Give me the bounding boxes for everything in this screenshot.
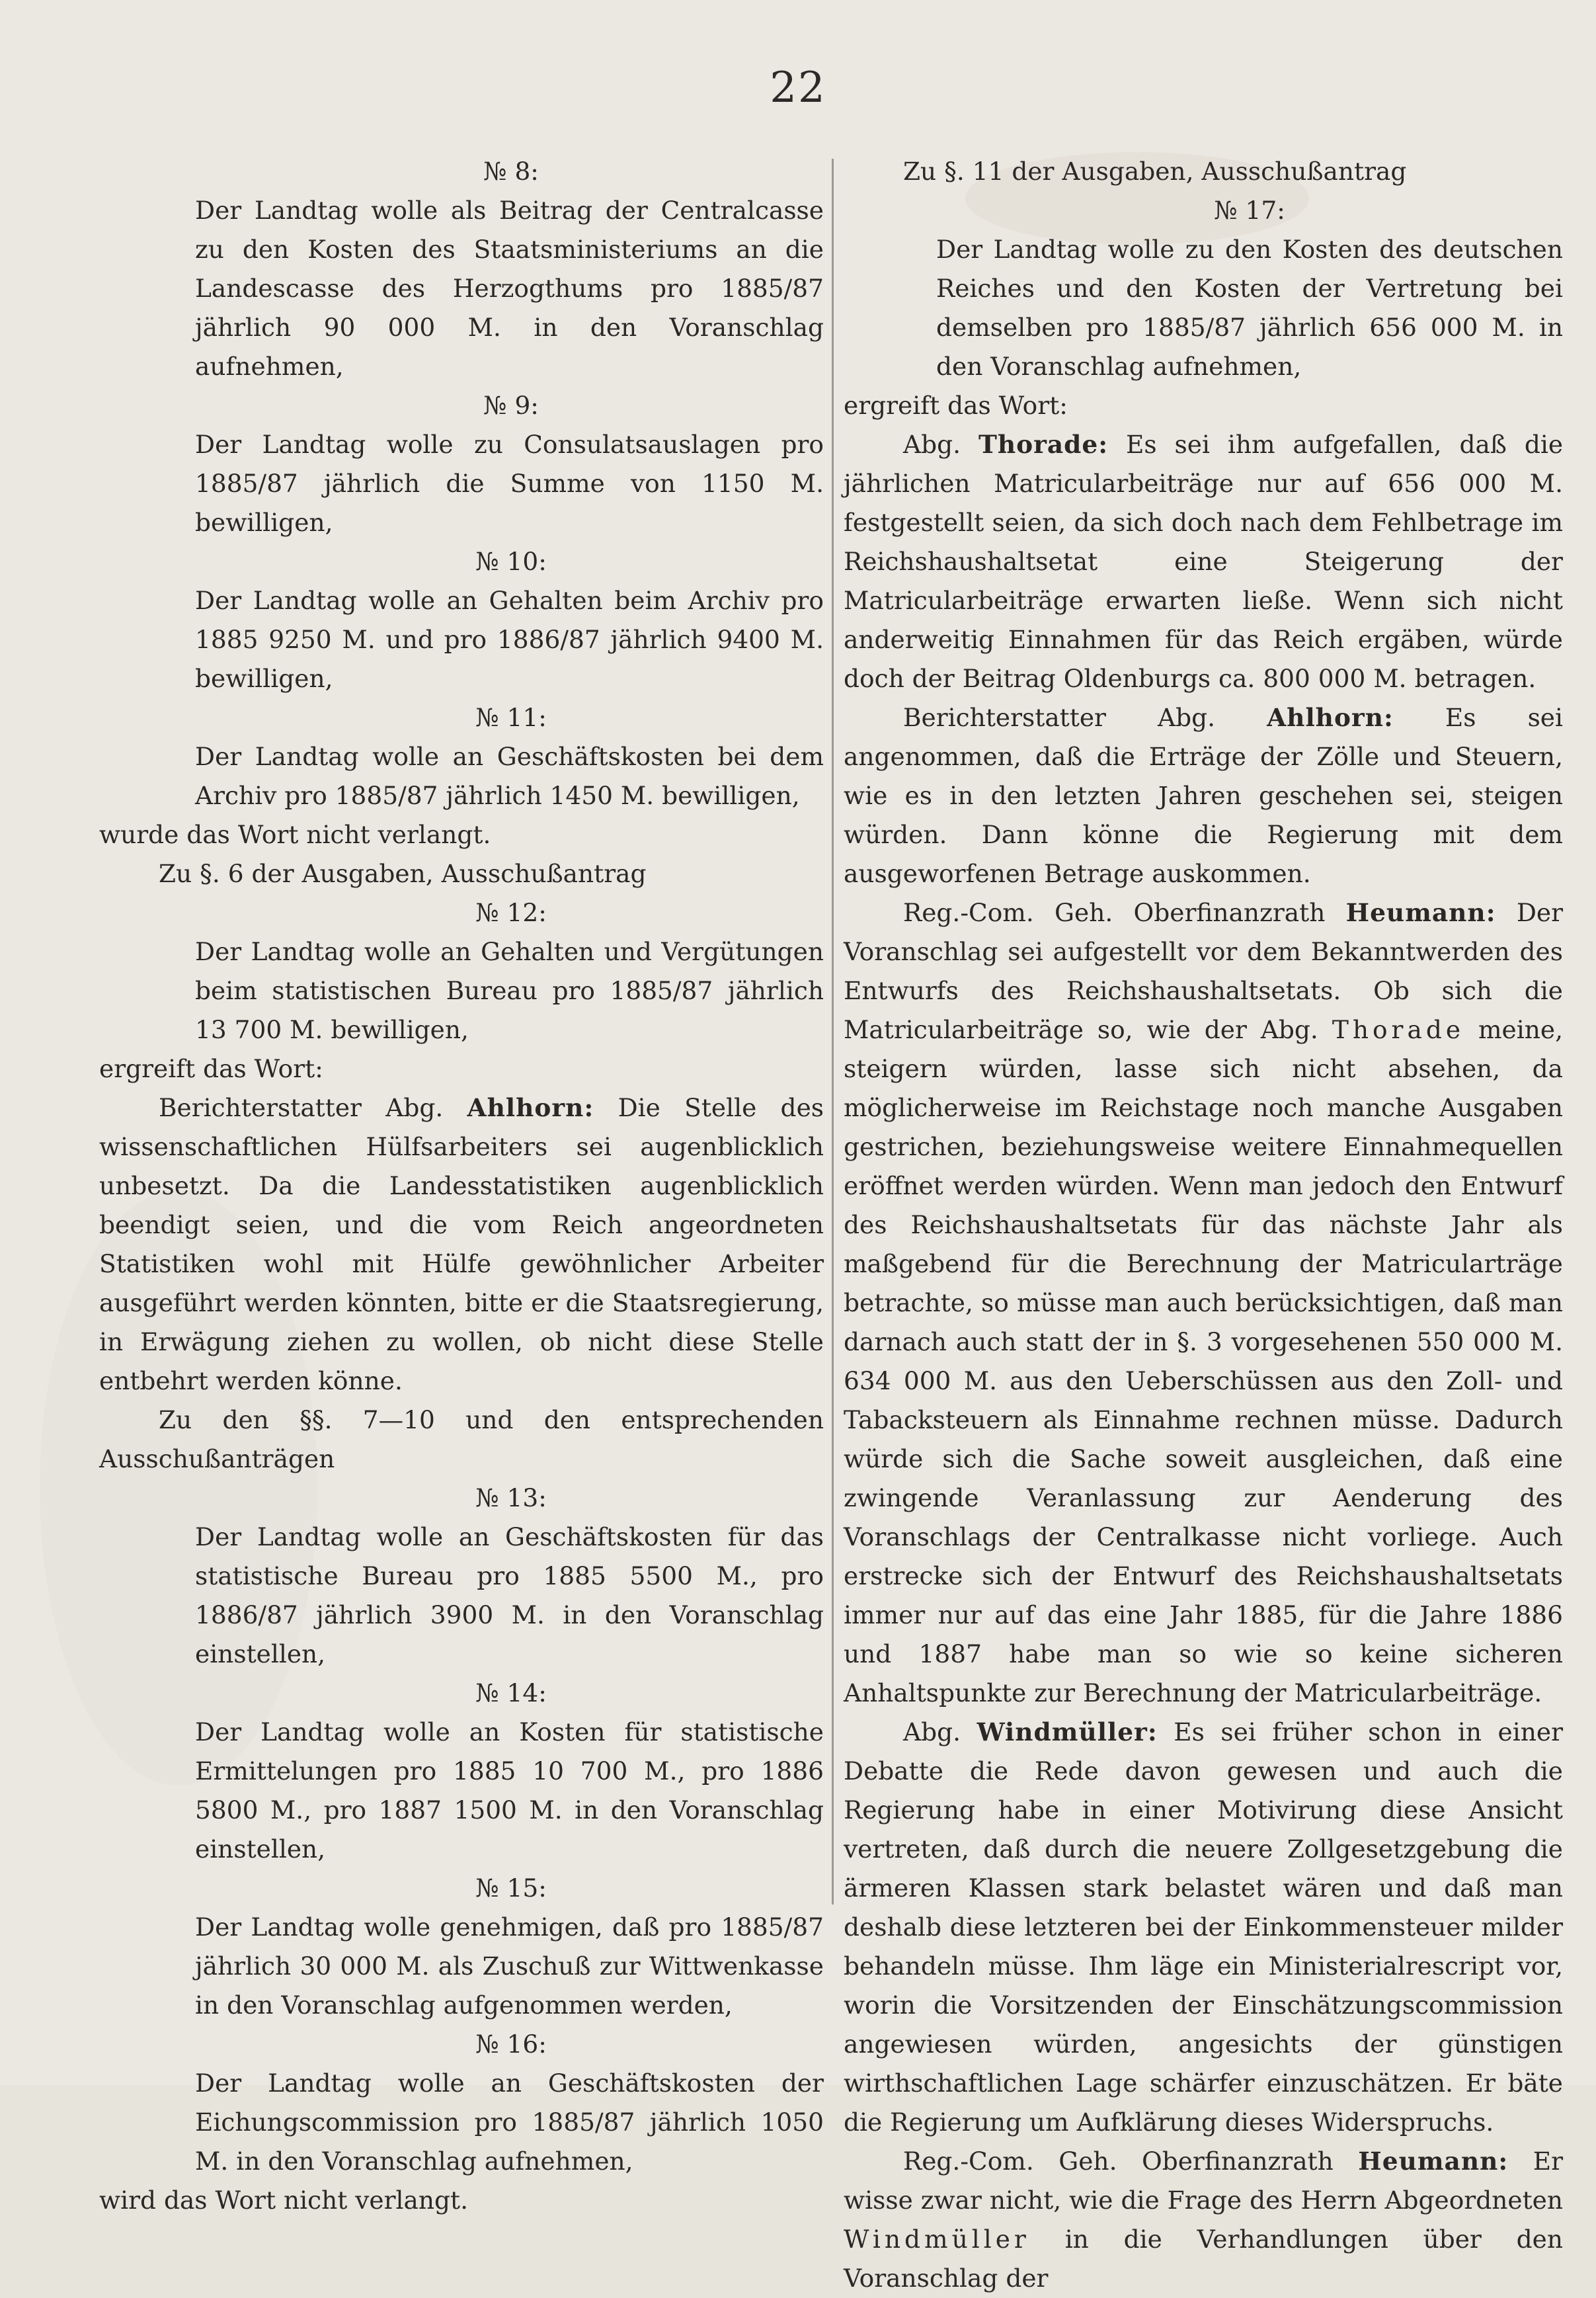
- motion-text-13: Der Landtag wolle an Geschäftskosten für das statistische Bureau pro 1885 5500 M., pro 1886/87 jährlich 3900 M. in den Voranschlag einstellen,: [195, 1522, 824, 1668]
- speech-paragraph: [844, 2142, 1563, 2298]
- speaker-role: Berichterstatter Abg.: [159, 1093, 444, 1122]
- motion-number-11: № 11:: [475, 703, 547, 732]
- page-number: 22: [770, 63, 826, 112]
- procedural-note: wurde das Wort nicht verlangt.: [99, 820, 491, 849]
- speech-text: Es sei früher schon in einer Debatte die Rede davon gewesen und auch die Regierung habe in einer Motivirung diese Ansicht vertreten, daß durch die neuere Zollgesetzgebung die ärmeren Klassen stark belastet wären und daß man deshalb diese letzteren bei der Einkommensteuer milder behandeln müsse. Ihm läge ein Ministerialrescript vor, worin die Vorsitzenden der Einschätzungscommission angewiesen würden, angesichts der günstigen wirthschaftlichen Lage schärfer einzuschätzen. Er bäte die Regierung um Aufklärung dieses Widerspruchs.: [844, 1717, 1564, 2137]
- speaker-role: Reg.-Com. Geh. Oberfinanzrath: [903, 2147, 1334, 2176]
- left-column: [99, 152, 824, 2220]
- speaker-name: Ahlhorn:: [467, 1093, 594, 1122]
- speaker-name: Heumann:: [1345, 898, 1496, 927]
- motion-number-13: № 13:: [475, 1483, 547, 1512]
- motion-number-10: № 10:: [475, 547, 547, 576]
- spaced-name: Thorade: [1332, 1015, 1465, 1044]
- speech-text: Er wisse zwar nicht, wie die Frage des Herrn Abgeordneten: [844, 2147, 1564, 2215]
- section-heading-7-10: Zu den §§. 7—10 und den entsprechenden Ausschußanträgen: [99, 1405, 824, 1473]
- right-column: [844, 152, 1563, 2298]
- motion-text-9: Der Landtag wolle zu Consulatsauslagen pro 1885/87 jährlich die Summe von 1150 M. bewilligen,: [195, 430, 824, 537]
- procedural-note: wird das Wort nicht verlangt.: [99, 2186, 469, 2215]
- speaker-name: Windmüller:: [977, 1717, 1158, 1746]
- motion-text-11: Der Landtag wolle an Geschäftskosten bei dem Archiv pro 1885/87 jährlich 1450 M. bewilligen,: [195, 742, 824, 810]
- speech-paragraph: [844, 1713, 1563, 2142]
- speaker-role: Berichterstatter Abg.: [903, 703, 1216, 732]
- speaker-role: Abg.: [903, 430, 961, 459]
- procedural-note: ergreift das Wort:: [844, 391, 1068, 420]
- speech-text: Es sei angenommen, daß die Erträge der Zölle und Steuern, wie es in den letzten Jahren geschehen sei, steigen würden. Dann könne die Regierung mit dem ausgeworfenen Betrage auskommen.: [844, 703, 1563, 888]
- speaker-role: Abg.: [903, 1717, 961, 1746]
- speaker-name: Ahlhorn:: [1267, 703, 1394, 732]
- motion-number-14: № 14:: [475, 1678, 547, 1707]
- motion-number-8: № 8:: [483, 157, 539, 186]
- motion-number-9: № 9:: [483, 391, 539, 420]
- section-heading-6: Zu §. 6 der Ausgaben, Ausschußantrag: [159, 859, 647, 888]
- motion-number-16: № 16:: [475, 2030, 547, 2059]
- motion-text-8: Der Landtag wolle als Beitrag der Centralcasse zu den Kosten des Staatsministeriums an die Landescasse des Herzogthums pro 1885/87 jährlich 90 000 M. in den Voranschlag aufnehmen,: [195, 196, 824, 381]
- motion-text-17: Der Landtag wolle zu den Kosten des deutschen Reiches und den Kosten der Vertretung bei demselben pro 1885/87 jährlich 656 000 M. in den Voranschlag aufnehmen,: [936, 235, 1563, 381]
- motion-text-14: Der Landtag wolle an Kosten für statistische Ermittelungen pro 1885 10 700 M., pro 1886 5800 M., pro 1887 1500 M. in den Voranschlag einstellen,: [195, 1717, 824, 1864]
- speech-text: Die Stelle des wissenschaftlichen Hülfsarbeiters sei augenblicklich unbesetzt. Da die Landesstatistiken augenblicklich beendigt seien, und die vom Reich angeordneten Statistiken wohl mit Hülfe gewöhnlicher Arbeiter ausgeführt werden könnten, bitte er die Staatsregierung, in Erwägung ziehen zu wollen, ob nicht diese Stelle entbehrt werden könne.: [99, 1093, 824, 1395]
- procedural-note: ergreift das Wort:: [99, 1054, 323, 1083]
- speech-text: Es sei ihm aufgefallen, daß die jährlichen Matricularbeiträge nur auf 656 000 M. festgestellt seien, da sich doch nach dem Fehlbetrage im Reichshaushaltsetat eine Steigerung der Matricularbeiträge erwarten ließe. Wenn sich nicht anderweitig Einnahmen für das Reich ergäben, würde doch der Beitrag Oldenburgs ca. 800 000 M. betragen.: [844, 430, 1564, 693]
- motion-text-16: Der Landtag wolle an Geschäftskosten der Eichungscommission pro 1885/87 jährlich 1050 M. in den Voranschlag aufnehmen,: [195, 2069, 824, 2176]
- speech-paragraph: [99, 1088, 824, 1401]
- motion-text-15: Der Landtag wolle genehmigen, daß pro 1885/87 jährlich 30 000 M. als Zuschuß zur Wittwenkasse in den Voranschlag aufgenommen werden,: [195, 1912, 824, 2020]
- section-heading-11: Zu §. 11 der Ausgaben, Ausschußantrag: [903, 157, 1407, 186]
- motion-text-12: Der Landtag wolle an Gehalten und Vergütungen beim statistischen Bureau pro 1885/87 jährlich 13 700 M. bewilligen,: [195, 937, 824, 1044]
- speaker-name: Heumann:: [1358, 2147, 1509, 2176]
- motion-number-15: № 15:: [475, 1873, 547, 1903]
- speech-paragraph: [844, 698, 1563, 893]
- speech-paragraph: [844, 893, 1563, 1713]
- speech-paragraph: [844, 425, 1563, 698]
- spaced-name: Windmüller: [844, 2225, 1030, 2254]
- speaker-name: Thorade:: [978, 430, 1109, 459]
- motion-number-17: № 17:: [1214, 196, 1285, 225]
- motion-number-12: № 12:: [475, 898, 547, 927]
- speech-text: in die Verhandlungen über den Voranschlag der: [844, 2225, 1563, 2293]
- speech-text: Der Voranschlag sei aufgestellt vor dem Bekanntwerden des Entwurfs des Reichshaushaltsetats. Ob sich die Matricularbeiträge so, wie der Abg.: [844, 898, 1564, 1044]
- speech-text: meine, steigern würden, lasse sich nicht absehen, da möglicherweise im Reichstage noch manche Ausgaben gestrichen, beziehungsweise weitere Einnahmequellen eröffnet werden würden. Wenn man jedoch den Entwurf des Reichshaushaltsetats für das nächste Jahr als maßgebend für die Berechnung der Matricularträge betrachte, so müsse man auch berücksichtigen, daß man darnach auch statt der in §. 3 vorgesehenen 550 000 M. 634 000 M. aus den Ueberschüssen aus den Zoll- und Tabacksteuern als Einnahme rechnen müsse. Dadurch würde sich die Sache soweit ausgleichen, daß eine zwingende Veranlassung zur Aenderung des Voranschlags der Centralkasse nicht vorliege. Auch erstrecke sich der Entwurf des Reichshaushaltsetats immer nur auf das eine Jahr 1885, für die Jahre 1886 und 1887 habe man so wie so keine sicheren Anhaltspunkte zur Berechnung der Matricularbeiträge.: [844, 1015, 1564, 1707]
- column-divider: [832, 159, 834, 1905]
- speaker-role: Reg.-Com. Geh. Oberfinanzrath: [903, 898, 1326, 927]
- motion-text-10: Der Landtag wolle an Gehalten beim Archiv pro 1885 9250 M. und pro 1886/87 jährlich 9400 M. bewilligen,: [195, 586, 824, 693]
